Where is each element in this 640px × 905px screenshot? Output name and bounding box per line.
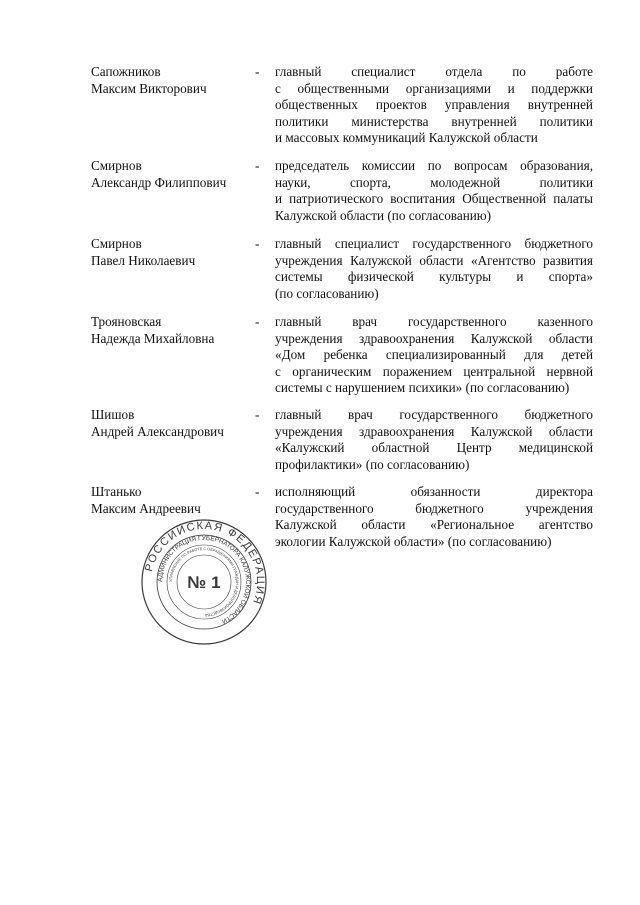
member-name xyxy=(91,158,251,191)
member-position xyxy=(275,158,593,224)
member-position xyxy=(275,236,593,302)
position-line: науки, спорта, молодежной политики xyxy=(275,174,593,190)
member-name xyxy=(91,236,251,269)
position-line: «Дом ребенка специализированный для детей xyxy=(275,347,593,363)
dash-separator: - xyxy=(255,158,260,173)
position-line: исполняющий обязанности директора xyxy=(275,484,593,499)
position-line: Калужской области (по согласованию) xyxy=(275,207,492,223)
position-line: учреждения Калужской области «Агентство развития xyxy=(275,252,593,268)
member-surname: Штанько xyxy=(91,484,142,499)
member-name xyxy=(91,484,251,517)
position-line: «Калужский областной Центр медицинской xyxy=(275,440,593,456)
position-line: главный врач государственного казенного xyxy=(275,314,593,329)
member-given-name: Надежда Михайловна xyxy=(91,330,215,346)
stamp-inner-text: УПРАВЛЕНИЕ ПО РАБОТЕ С ОБРАЩЕНИЯМИ ГРАЖДАН И ДЕЛОПРОИЗВОДСТВА xyxy=(168,546,240,618)
dash-separator: - xyxy=(255,484,260,499)
position-line: (по согласованию) xyxy=(275,285,379,301)
position-line: и патриотического воспитания Общественной палаты xyxy=(275,191,593,207)
member-name xyxy=(91,64,251,97)
member-position xyxy=(275,484,593,550)
stamp-outer-text: РОССИЙСКАЯ ФЕДЕРАЦИЯ xyxy=(143,519,267,607)
position-line: и массовых коммуникаций Калужской области xyxy=(275,130,538,146)
position-line: Калужской области «Региональное агентство xyxy=(275,517,593,533)
position-line: главный врач государственного бюджетного xyxy=(275,407,593,422)
member-given-name: Максим Андреевич xyxy=(91,500,201,516)
member-surname: Смирнов xyxy=(91,158,142,173)
member-surname: Сапожников xyxy=(91,64,161,79)
position-line: с органическим поражением центральной нервной xyxy=(275,363,593,379)
member-given-name: Максим Викторович xyxy=(91,80,207,96)
member-position xyxy=(275,64,593,147)
position-line: главный специалист отдела по работе xyxy=(275,64,593,79)
member-surname: Шишов xyxy=(91,407,135,422)
member-given-name: Александр Филиппович xyxy=(91,174,227,190)
position-line: экологии Калужской области» (по согласованию) xyxy=(275,533,552,549)
member-given-name: Андрей Александрович xyxy=(91,423,224,439)
position-line: главный специалист государственного бюджетного xyxy=(275,236,593,251)
position-line: председатель комиссии по вопросам образования, xyxy=(275,158,593,173)
dash-separator: - xyxy=(255,407,260,422)
dash-separator: - xyxy=(255,314,260,329)
member-given-name: Павел Николаевич xyxy=(91,252,196,268)
position-line: системы с нарушением психики» (по согласованию) xyxy=(275,380,570,396)
position-line: профилактики» (по согласованию) xyxy=(275,456,470,472)
member-name xyxy=(91,407,251,440)
member-position xyxy=(275,314,593,397)
dash-separator: - xyxy=(255,236,260,251)
position-line: общественных проектов управления внутренней xyxy=(275,97,593,113)
member-name xyxy=(91,314,251,347)
position-line: системы физической культуры и спорта» xyxy=(275,269,593,285)
position-line: с общественными организациями и поддержки xyxy=(275,80,593,96)
member-surname: Трояновская xyxy=(91,314,162,329)
stamp-ring-text: АДМИНИСТРАЦИЯ ГУБЕРНАТОРА КАЛУЖСКОЙ ОБЛАСТИ xyxy=(156,534,252,625)
stamp-number: № 1 xyxy=(187,573,221,592)
member-surname: Смирнов xyxy=(91,236,142,251)
official-seal-stamp xyxy=(140,518,268,646)
dash-separator: - xyxy=(255,64,260,79)
member-position xyxy=(275,407,593,473)
position-line: учреждения здравоохранения Калужской области xyxy=(275,330,593,346)
position-line: государственного бюджетного учреждения xyxy=(275,500,593,516)
position-line: учреждения здравоохранения Калужской области xyxy=(275,423,593,439)
position-line: политики министерства внутренней политики xyxy=(275,113,593,129)
